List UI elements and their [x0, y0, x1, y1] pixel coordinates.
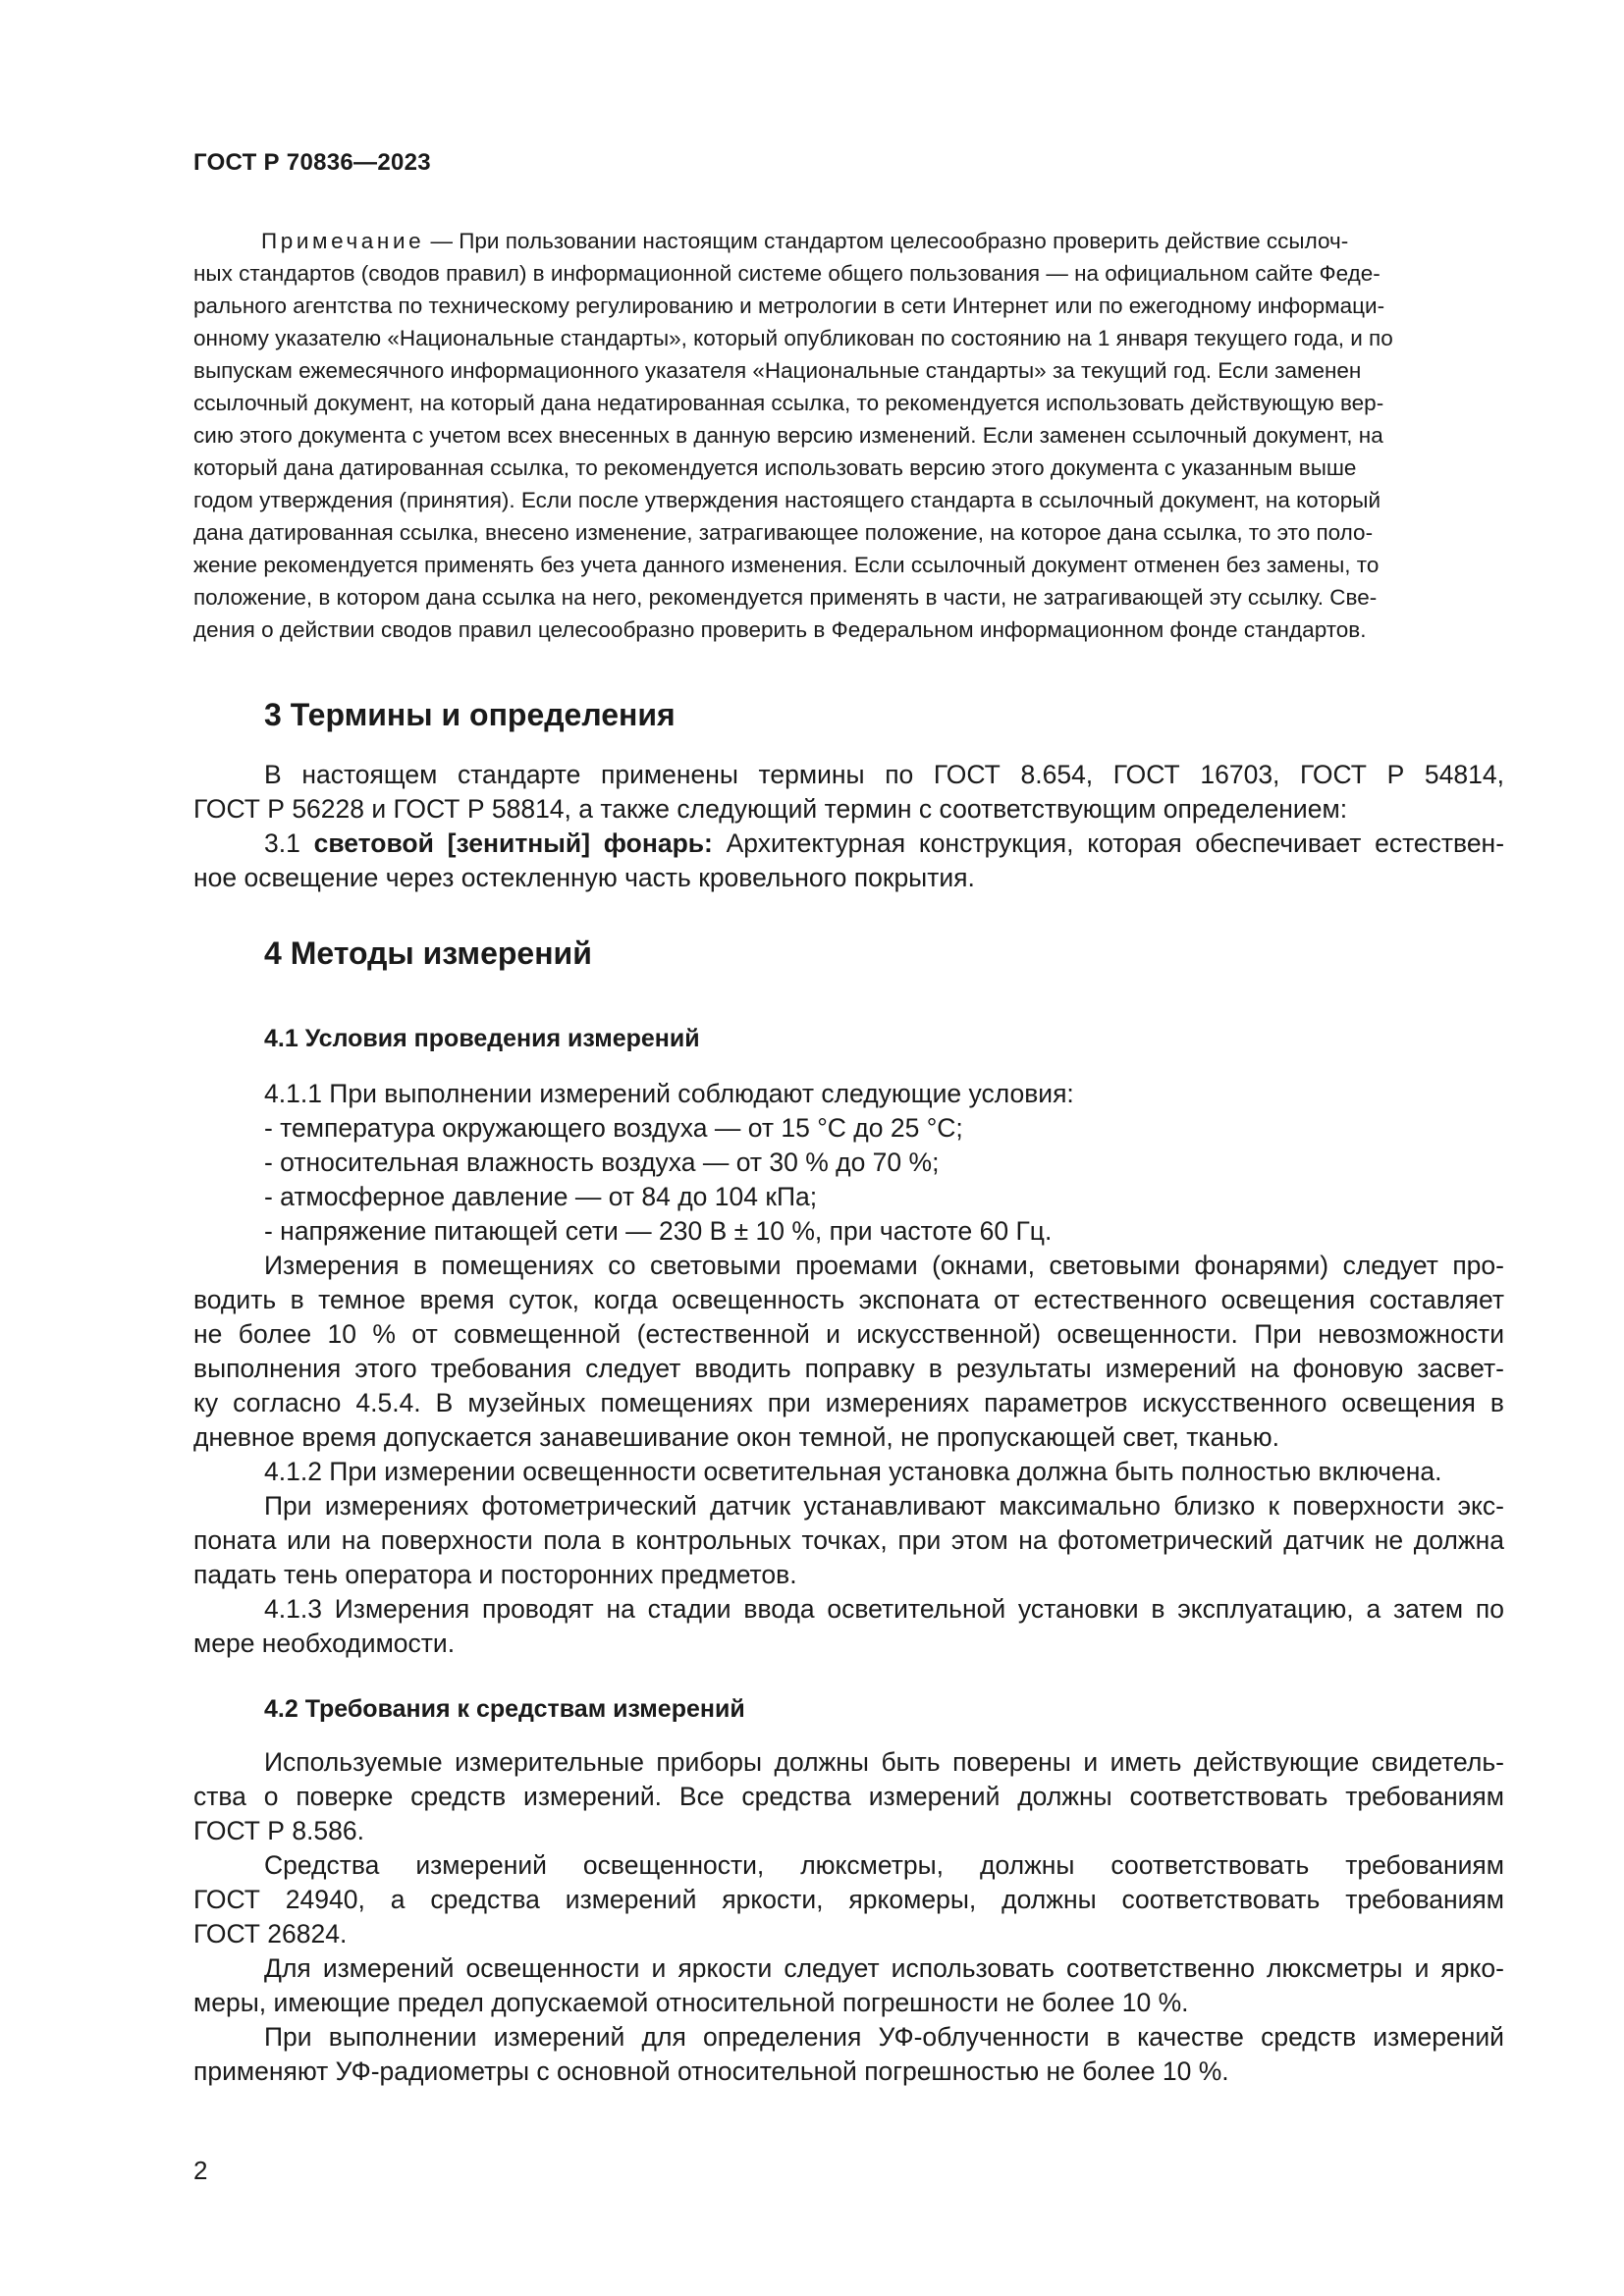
section-3-intro: В настоящем стандарте применены термины по ГОСТ 8.654, ГОСТ 16703, ГОСТ Р 54814, ГОСТ Р 56228 и ГОСТ Р 58814, а также следующий термин с соответствующим определением: [193, 760, 1504, 824]
subsection-4-1-body [193, 1077, 1504, 1661]
note-line: выпускам ежемесячного информационного указателя «Национальные стандарты» за текущий год. Если заменен [193, 358, 1362, 383]
section-3-title: 3 Термины и определения [264, 697, 676, 732]
paragraph-4-1-3: 4.1.3 Измерения проводят на стадии ввода осветительной установки в эксплуатацию, а затем по мере необходимости. [193, 1594, 1504, 1658]
note-label: Примечание [261, 229, 425, 253]
subsection-4-1-title: 4.1 Условия проведения измерений [264, 1025, 700, 1052]
note-line: сию этого документа с учетом всех внесенных в данную версию изменений. Если заменен ссылочный документ, на [193, 423, 1383, 448]
note-line: онному указателю «Национальные стандарты», который опубликован по состоянию на 1 января текущего года, и по [193, 326, 1393, 350]
note-line: рального агентства по техническому регулированию и метрологии в сети Интернет или по ежегодному информаци- [193, 294, 1385, 318]
note-line: который дана датированная ссылка, то рекомендуется использовать версию этого документа с указанным выше [193, 455, 1357, 480]
condition-item: - относительная влажность воздуха — от 30 % до 70 %; [264, 1148, 940, 1177]
sensor-paragraph: При измерениях фотометрический датчик устанавливают максимально близко к поверхности экс- поната или на поверхности пола в контрольных точках, при этом на фотометрический датчик не должна падать тень оператора и посторонних предметов. [193, 1491, 1504, 1589]
subsection-4-2-title: 4.2 Требования к средствам измерений [264, 1695, 745, 1723]
document-code-header: ГОСТ Р 70836—2023 [193, 149, 431, 176]
condition-item: - температура окружающего воздуха — от 15 °С до 25 °С; [264, 1113, 963, 1143]
note-line: годом утверждения (принятия). Если после утверждения настоящего стандарта в ссылочный документ, на который [193, 488, 1381, 512]
section-4-title: 4 Методы измерений [264, 935, 592, 971]
term-number: 3.1 [264, 828, 314, 858]
note-line: ных стандартов (сводов правил) в информационной системе общего пользования — на официальном сайте Феде- [193, 261, 1380, 286]
note-line: дана датированная ссылка, внесено изменение, затрагивающее положение, на которое дана ссылка, то это поло- [193, 520, 1374, 545]
paragraph-4-1-2: 4.1.2 При измерении освещенности осветительная установка должна быть полностью включена. [264, 1457, 1442, 1486]
subsection-4-2-body [193, 1745, 1504, 2089]
condition-item: - атмосферное давление — от 84 до 104 кПа; [264, 1182, 818, 1211]
reference-note [193, 225, 1470, 646]
note-line: ссылочный документ, на который дана недатированная ссылка, то рекомендуется использовать действующую вер- [193, 391, 1384, 415]
note-line: дения о действии сводов правил целесообразно проверить в Федеральном информационном фонде стандартов. [193, 617, 1367, 642]
note-line: жение рекомендуется применять без учета данного изменения. Если ссылочный документ отменен без замены, то [193, 553, 1380, 577]
uv-radiometer-paragraph: При выполнении измерений для определения УФ-облученности в качестве средств измерений применяют УФ-радиометры с основной относительной погрешностью не более 10 %. [193, 2022, 1504, 2086]
instruments-verification-paragraph: Используемые измерительные приборы должны быть поверены и иметь действующие свидетель- ства о поверке средств измерений. Все средства измерений должны соответствовать требованиям ГОСТ Р 8.586. [193, 1747, 1504, 1845]
term-name: световой [зенитный] фонарь: [313, 828, 713, 858]
note-line: положение, в котором дана ссылка на него, рекомендуется применять в части, не затрагивающей эту ссылку. Све- [193, 585, 1378, 610]
page-number: 2 [193, 2156, 208, 2185]
luxmeter-requirements-paragraph: Средства измерений освещенности, люксметры, должны соответствовать требованиям ГОСТ 24940, а средства измерений яркости, яркомеры, должны соответствовать требованиям ГОСТ 26824. [193, 1850, 1504, 1949]
paragraph-4-1-1: 4.1.1 При выполнении измерений соблюдают следующие условия: [264, 1079, 1074, 1108]
section-3-body [193, 758, 1504, 895]
term-definition: 3.1 световой [зенитный] фонарь: Архитектурная конструкция, которая обеспечивает естествен- ное освещение через остекленную часть кровельного покрытия. [193, 828, 1505, 892]
condition-item: - напряжение питающей сети — 230 В ± 10 %, при частоте 60 Гц. [264, 1216, 1053, 1246]
note-line: Примечание — При пользовании настоящим стандартом целесообразно проверить действие ссылоч- [261, 229, 1349, 253]
error-limit-paragraph: Для измерений освещенности и яркости следует использовать соответственно люксметры и ярко- меры, имеющие предел допускаемой относительной погрешности не более 10 %. [193, 1953, 1504, 2017]
rooms-measurement-paragraph: Измерения в помещениях со световыми проемами (окнами, световыми фонарями) следует про- водить в темное время суток, когда освещенность экспоната от естественного освещения составляет не более 10 % от совмещенной (естественной и искусственной) освещенности. При невозможности выполнения этого требования следует вводить поправку в результаты измерений на фоновую засвет- ку согласно 4.5.4. В музейных помещениях при измерениях параметров искусственного освещения в дневное время допускается занавешивание окон темной, не пропускающей свет, тканью. [193, 1251, 1504, 1452]
